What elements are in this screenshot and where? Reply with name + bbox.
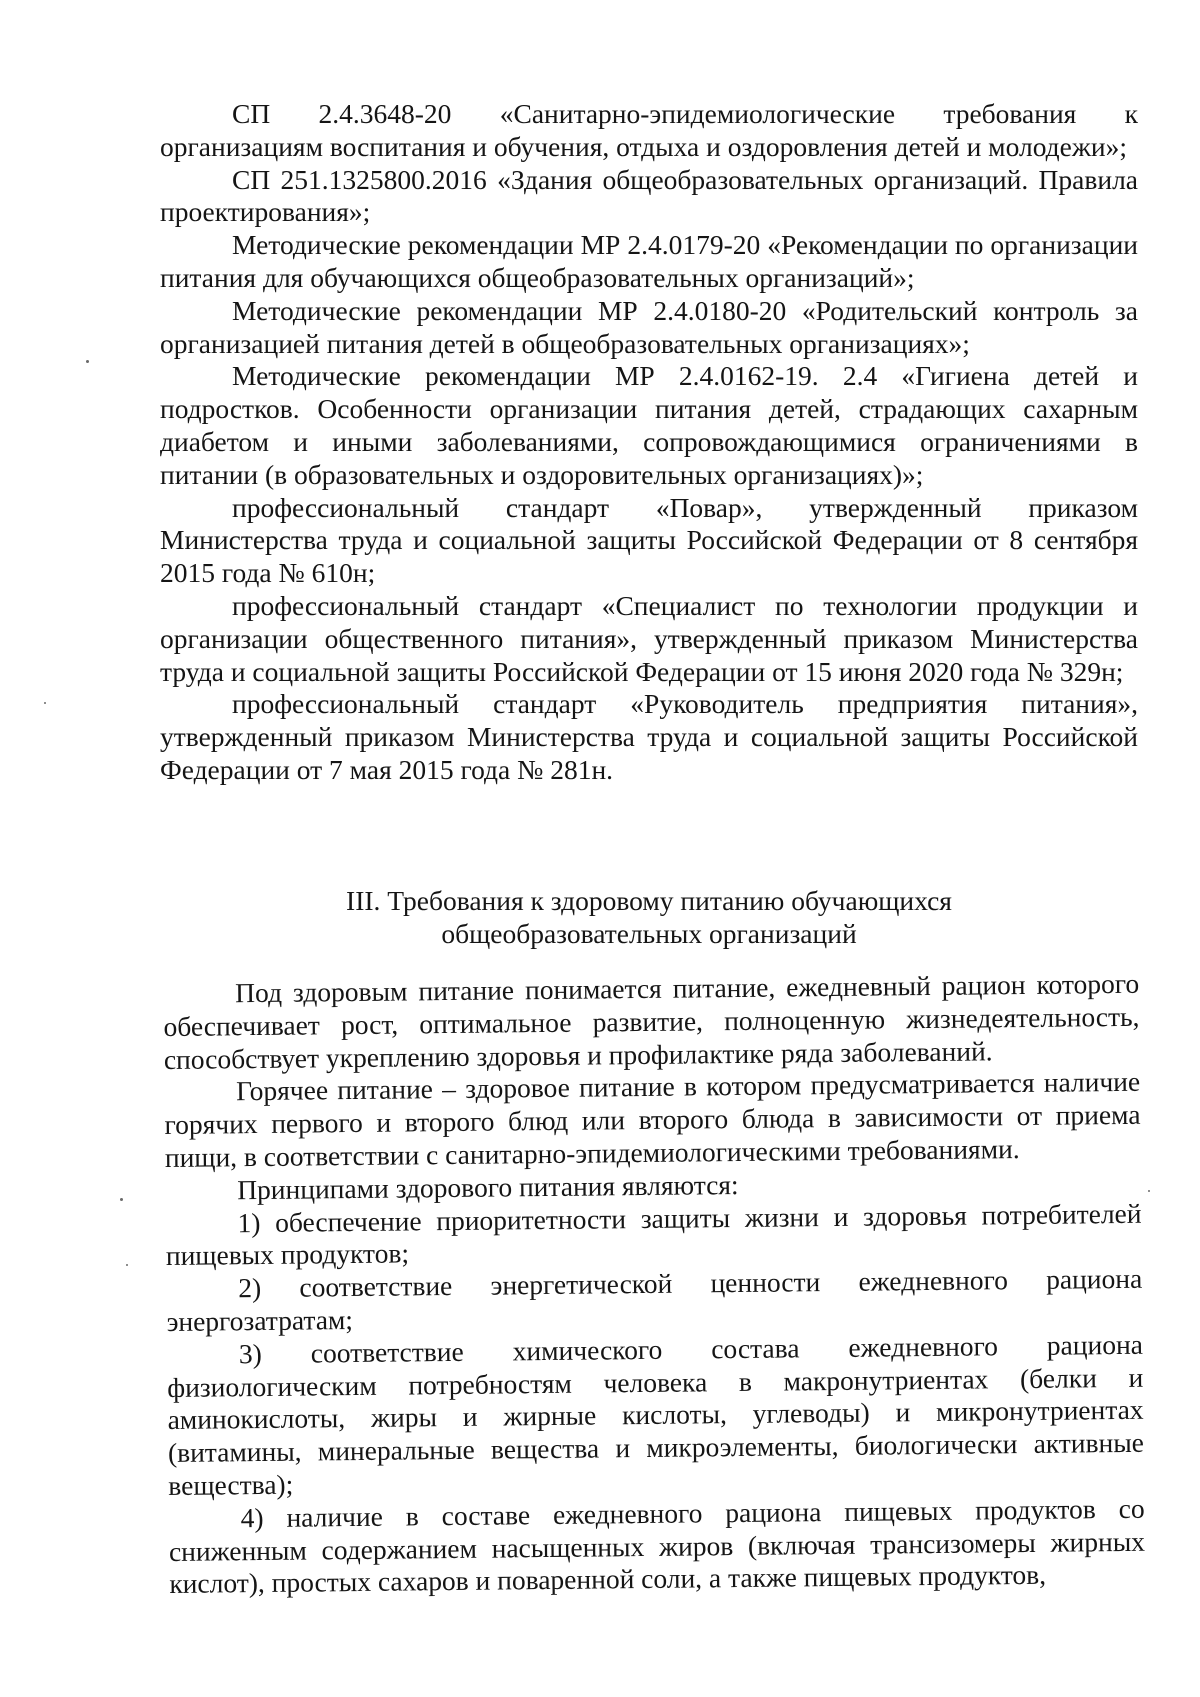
paragraph-standard-povar: профессиональный стандарт «Повар», утвержденный приказом Министерства труда и социальной защиты Российской Федерации от 8 сентября 2015 года № 610н; [160,491,1138,589]
scan-speck [86,360,89,363]
list-item-principle-2: 2) соответствие энергетической ценности ежедневного рациона энергозатратам; [166,1262,1143,1337]
scan-speck [1148,1190,1150,1192]
scan-speck [120,1198,123,1201]
section-heading-line-1: III. Требования к здоровому питанию обучающихся [346,885,952,916]
paragraph-standard-specialist: профессиональный стандарт «Специалист по технологии продукции и организации общественного питания», утвержденный приказом Министерства труда и социальной защиты Российской Федерации от 15 июня 2020 года № 329н; [160,589,1138,687]
document-body-bottom [163,968,1145,1601]
list-item-principle-4: 4) наличие в составе ежедневного рациона пищевых продуктов со сниженным содержанием насыщенных жиров (включая трансизомеры жирных кислот), простых сахаров и поваренной соли, а также пищевых продуктов, [168,1492,1146,1600]
paragraph-healthy-food-definition: Под здоровым питание понимается питание, ежедневный рацион которого обеспечивает рост, оптимальное развитие, полноценную жизнедеятельность, способствует укреплению здоровья и профилактике ряда заболеваний. [163,967,1140,1075]
section-heading [160,885,1138,951]
list-item-principle-1: 1) обеспечение приоритетности защиты жизни и здоровья потребителей пищевых продуктов; [165,1197,1142,1272]
list-item-principle-3: 3) соответствие химического состава ежедневного рациона физиологическим потребностям человека в макронутриентах (белки и аминокислоты, жиры и жирные кислоты, углеводы) и микронутриентах (витамины, минеральные вещества и микроэлементы, биологически активные вещества); [167,1328,1145,1501]
paragraph-mr-2-4-0179-20: Методические рекомендации МР 2.4.0179-20 «Рекомендации по организации питания для обучающихся общеобразовательных организаций»; [160,229,1138,293]
section-heading-line-2: общеобразовательных организаций [441,917,857,949]
paragraph-sp-2-4-3648-20: СП 2.4.3648-20 «Санитарно-эпидемиологические требования к организациям воспитания и обучения, отдыха и оздоровления детей и молодежи»; [160,98,1138,162]
scan-speck [44,702,46,704]
paragraph-principles-intro: Принципами здорового питания являются: [237,1168,739,1206]
paragraph-mr-2-4-0162-19: Методические рекомендации МР 2.4.0162-19. 2.4 «Гигиена детей и подростков. Особенности организации питания детей, страдающих сахарным диабетом и иными заболеваниями, сопровождающимися ограничениями в питании (в образовательных и оздоровительных организациях)»; [160,360,1138,490]
paragraph-hot-food-definition: Горячее питание – здоровое питание в котором предусматривается наличие горячих первого и второго блюд или второго блюда в зависимости от приема пищи, в соответствии с санитарно-эпидемиологическими требованиями. [164,1066,1141,1173]
document-body-top [160,98,1138,787]
scan-speck [126,1264,128,1266]
paragraph-standard-rukovoditel: профессиональный стандарт «Руководитель предприятия питания», утвержденный приказом Министерства труда и социальной защиты Российской Федерации от 7 мая 2015 года № 281н. [160,688,1138,785]
paragraph-sp-251: СП 251.1325800.2016 «Здания общеобразовательных организаций. Правила проектирования»; [160,163,1138,228]
paragraph-mr-2-4-0180-20: Методические рекомендации МР 2.4.0180-20 «Родительский контроль за организацией питания детей в общеобразовательных организациях»; [160,294,1138,359]
